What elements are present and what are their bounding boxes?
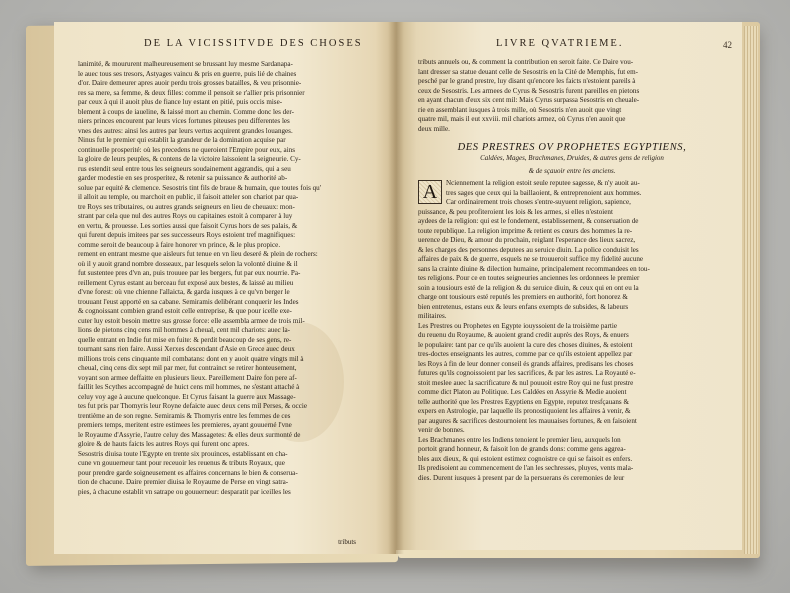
text-line: Nciennement la religion estoit seule reputee sagesse, & n'y auoit au- xyxy=(446,179,640,187)
section-subheading-2: & de sçauoir entre les anciens. xyxy=(528,166,616,175)
text-line: vnes des autres: ainsi les autres par leurs vertus acquirent grandes louanges. xyxy=(78,126,293,135)
right-body-text xyxy=(418,58,726,483)
catchword: tributs xyxy=(338,538,356,546)
page-edges xyxy=(744,26,758,554)
section-heading: DES PRESTRES OV PROPHETES EGYPTIENS, xyxy=(457,142,687,153)
text-line: & cognoissant combien grand estoit celle entreprise, & que pour icelle exe- xyxy=(78,307,292,315)
text-line: soin a tousiours esté de la religion & du seruice diuin, & ceux qui en ont eu la xyxy=(418,283,639,292)
text-line: par ceux à qui il auoit plus de fiance luy estant en pitié, puis occis mise- xyxy=(78,98,283,106)
text-line: niers princes encourent par leurs vices fortunes piteuses peu differentes les xyxy=(78,117,290,125)
text-line: deux mille. xyxy=(418,124,450,133)
text-line: celuy voy age à aucune quelconque. Et Cyrus faisant la guerre aux Massage- xyxy=(78,392,296,401)
text-line: tre Roys ses tributaires, ou autres grands seigneurs en lieu de cheuaux: mon- xyxy=(78,202,295,211)
text-line: blement à coups de iaueline, & laissé mort au chemin. Comme donc les der- xyxy=(78,107,294,116)
text-line: bien entretenus, estans eux & leurs enfans exempts de subsides, & labeurs xyxy=(418,302,629,311)
text-line: stoit meslee auec la sacrificature & nul pouuoit estre Roy qui ne fust prestre xyxy=(418,378,634,387)
drop-cap: A xyxy=(418,180,442,204)
page-number: 42 xyxy=(723,40,732,50)
text-line: cuter luy estoit besoin mettre sus grosse force: elle assembla armee de trois mil- xyxy=(78,316,305,325)
text-line: premiers temps, meritent estre estimees les premieres, ayant gouuerné l'vne xyxy=(78,421,292,429)
text-line: les Roys à fin de leur donner conseil és grands affaires, predisans les choses xyxy=(418,359,634,368)
text-line: voyant son armee deffaitte en plusieurs lieux. Pareillement Daire fon pere af- xyxy=(78,373,297,382)
text-line: tion de chacune. Daire premier diuisa le Royaume de Perse en vingt satra- xyxy=(78,478,289,486)
text-line: d'or. Daire demeurer apres auoir perdu trois grosses batailles, & veu prisonnie- xyxy=(78,79,302,87)
text-line: lions de pietons cinq cens mil hommes à cheual, cent mil chariots: auec la- xyxy=(78,326,290,334)
text-line: toute republique. La religion imprime & retient es cœurs des hommes la re- xyxy=(418,226,633,235)
text-line: dies. Durent iusques à present par de la persuerans és ceremonies de leur xyxy=(418,473,625,482)
text-line: charge ont tousiours esté reputés les premiers en authorité, fort honorez & xyxy=(418,293,628,301)
text-line: cune vn gouuerneur tant pour receuoir les reuenus & tributs Royaux, que xyxy=(78,459,285,467)
book-gutter xyxy=(388,22,404,554)
text-line: puissance, & peu profiteroient les lois & les armes, si elles n'estoient xyxy=(418,207,613,216)
text-line: uerence de Dieu, & amour du prochain, reiglant l'esperance des lieux sacrez, xyxy=(418,236,636,244)
left-running-head: DE LA VICISSITVDE DES CHOSES xyxy=(144,38,363,49)
text-line: faillit les Scythes accompagné de huict cens mil hommes, ne s'estant attaché à xyxy=(78,383,300,391)
text-line: millions trois cens cinquante mil combatans: dont en y auoit quatre vingts mil à xyxy=(78,354,304,363)
text-line: le auec tous ses tresors, Astyages vaincu & pris en guerre, puis lié de chaines xyxy=(78,69,297,78)
text-line: expers en Astrologie, par laquelle ils pronostiquoient les affaires à venir, & xyxy=(418,407,631,415)
text-line: Les Prestres ou Prophetes en Egypte iouyssoient de la troisième partie xyxy=(418,321,617,330)
text-line: aydees de la religion: qui est le fondement, establissement, & conseruation de xyxy=(418,217,639,225)
text-line: Les Brachmanes entre les Indiens tenoient le premier lieu, auxquels lon xyxy=(418,435,621,444)
text-line: en ayant chacun d'eux six cent mil: Mais Cyrus surpassa Sesostris en cheuale- xyxy=(418,96,640,104)
text-line: pour prendre garde soigneusement es affaires concernans le bien & conserua- xyxy=(78,468,298,477)
text-line: trouuant l'eust apporté en sa cabane. Semiramis delibérant conquerir les Indes xyxy=(78,297,299,306)
text-line: cheual, cinq cens dix sept mil par mer, fut contrainct se retirer honteusement, xyxy=(78,364,297,372)
text-line: du reuenu du Royaume, & auoient grand credit auprès des Roys, & enuers xyxy=(418,331,629,339)
text-line: lant dresser sa statue deuant celle de Sesostris en la Cité de Memphis, fut em- xyxy=(418,67,639,76)
text-line: rus estendit seul entre tous les seigneurs soudainement aggrandis, qui a seu xyxy=(78,164,291,173)
section-subheading-1: Caldées, Mages, Brachmanes, Druides, & autres gens de religion xyxy=(480,154,664,162)
text-line: en vertu, & prouesse. Les sorties aussi que faisoit Cyrus hors de ses palais, & xyxy=(78,221,298,230)
text-line: Car ordinairement trois choses s'entre-suyuent religion, sapience, xyxy=(446,198,631,206)
text-line: tres sages que ceux qui la baillaoient, & entreprenoient aux hommes. xyxy=(446,188,642,197)
text-line: qui furent depuis imitees par ses successeurs Roys estoient tref magnifiques: xyxy=(78,231,296,239)
text-line: Ninus fut le premier qui establit la grandeur de la domination acquise par xyxy=(78,136,286,144)
right-running-head: LIVRE QVATRIEME. xyxy=(496,38,624,49)
text-line: d'vne forest: où vne chienne l'allaicta, & garda iusques à ce qu'vn berger le xyxy=(78,288,290,296)
text-line: fut sustentee pres d'vn an, puis trouuee par les bergers, fut par eux nourrie. Pa- xyxy=(78,269,301,277)
text-line: quelle entrant en Indie fut mise en fuite: & perdit beaucoup de ses gens, re- xyxy=(78,335,292,344)
text-line: comme seroit de beaucoup à faire honorer vn prince, & le plus propice. xyxy=(78,240,281,249)
text-line: tournant sans rien faire. Aussi Xerxes descendant d'Asie en Grece auec deux xyxy=(78,345,295,353)
text-line: solue par equité & clemence. Sesostris tint fils de braue & humain, que toutes fois qu' xyxy=(78,183,322,192)
right-main-paragraphs xyxy=(418,179,726,483)
text-line: le Royaume d'Assyrie, l'autre celuy des Massagetes: & elles deux surmonté de xyxy=(78,430,301,439)
text-line: garder modestie en ses prosperitez, & retenir sa puissance & authorité ab- xyxy=(78,174,288,182)
text-line: futures qu'ils cognoissoient par les sacrifices, & par les astres. La Royauté e- xyxy=(418,369,636,377)
text-line: tes fut pris par Thomyris leur Royne defaicte auec deux cens mil Perses, & occie xyxy=(78,402,307,410)
text-line: rement en entrant mesme que aisleurs fut tenue en vn lieu deseré & plein de rochers: xyxy=(78,250,318,258)
text-line: pies, à chacune establit vn satrape ou gouuerneur: desparatit par iceilles les xyxy=(78,487,291,496)
text-line: reillement Cyrus estant au berceau fut exposé aux bestes, & laissé au milieu xyxy=(78,278,294,287)
text-line: ceux de Sesostris. Les armees de Cyrus & Sesostris furent pareilles en pietons xyxy=(418,86,640,95)
text-line: militaires. xyxy=(418,312,447,320)
text-line: portoit grand honneur, & faisoit lon de grands dons: comme gens aggrea- xyxy=(418,445,626,453)
text-line: Sesostris diuisa toute l'Egypte en trente six prouinces, establissant en cha- xyxy=(78,449,288,458)
text-line: tributs annuels ou, & comment la contribution en seroit faite. Ce Daire vou- xyxy=(418,58,634,66)
text-line: par augures & sacrifices destournoient les mauuaises fortunes, & en faisoient xyxy=(418,416,637,425)
text-line: continuelle prosperité: où les precedens ne queroient l'Empire pour eux, ains xyxy=(78,145,295,154)
text-line: res sa mere, sa femme, & deux filles: comme il pensoit se r'allier pris prisonnier xyxy=(78,88,305,97)
text-line: strant par cela que nul des autres Roys ou capitaines estoit à comparer à luy xyxy=(78,212,293,220)
text-line: Ils predisoient au commencement de l'an les sechresses, pluyes, vents mala- xyxy=(418,464,634,472)
text-line: tres-doctes enseignants les autres, comme par ce qu'ils estoient appellez par xyxy=(418,350,633,358)
text-line: sans la crainte diuine & dilection humaine, principalement recommandees en tou- xyxy=(418,264,650,273)
text-line: où il y auoit grand nombre dosseaux, par lesquels selon la volonté diuine & il xyxy=(78,259,298,268)
text-line: venir de bonnes. xyxy=(418,426,465,434)
left-body-text xyxy=(78,60,378,497)
left-page xyxy=(54,22,396,554)
text-line: trentième an de son regne. Semiramis & Thomyris entre les femmes de ces xyxy=(78,411,291,420)
text-line: gloire & de hauts faicts les autres Roys qui furent onc apres. xyxy=(78,440,249,448)
text-line: telle authorité que les Prestres Egyptiens en Egypte, reputez tresfçauans & xyxy=(418,397,629,406)
text-line: quatre mil, mais il eut xxviii. mil chariots armez, où Cyrus n'en auoit que xyxy=(418,115,626,123)
text-line: lanimité, & moururent malheureusement se brussant luy mesme Sardanapa- xyxy=(78,60,293,68)
text-line: rie en assemblant iusques à trois mille, où Sesostris n'en auoit que vingt xyxy=(418,105,622,114)
text-line: la gloire de leurs peuples, & contens de la victoire laissoient la seigneurie. Cy- xyxy=(78,155,301,163)
text-line: il alloit au temple, ou marchoit en public, il faisoit atteler son chariot par qua- xyxy=(78,193,299,201)
text-line: affaires de paix & de guerre, esquels ne se trouueroit suffice my fidelité aucune xyxy=(418,255,644,263)
text-line: bles aux dieux, & qui estoient estimez cognoistre ce qui se faisoit es enfers. xyxy=(418,454,633,463)
text-line: tes religions. Pour ce en toutes seigneuries anciennes les ordonnees le premier xyxy=(418,274,640,282)
right-page xyxy=(396,22,742,550)
right-top-paragraph xyxy=(418,58,726,134)
text-line: le populaire: tant par ce qu'ils auoient la cure des choses diuines, & estoient xyxy=(418,340,633,349)
text-line: pesché par le grand prestre, luy disant qu'encore les faicts n'estoient pareils à xyxy=(418,77,636,85)
text-line: comme dict Platon au Politique. Les Caldées en Assyrie & Medie auoient xyxy=(418,388,627,396)
text-line: & les charges des personnes deputees au seruice diuin. La police conduisit les xyxy=(418,245,639,254)
